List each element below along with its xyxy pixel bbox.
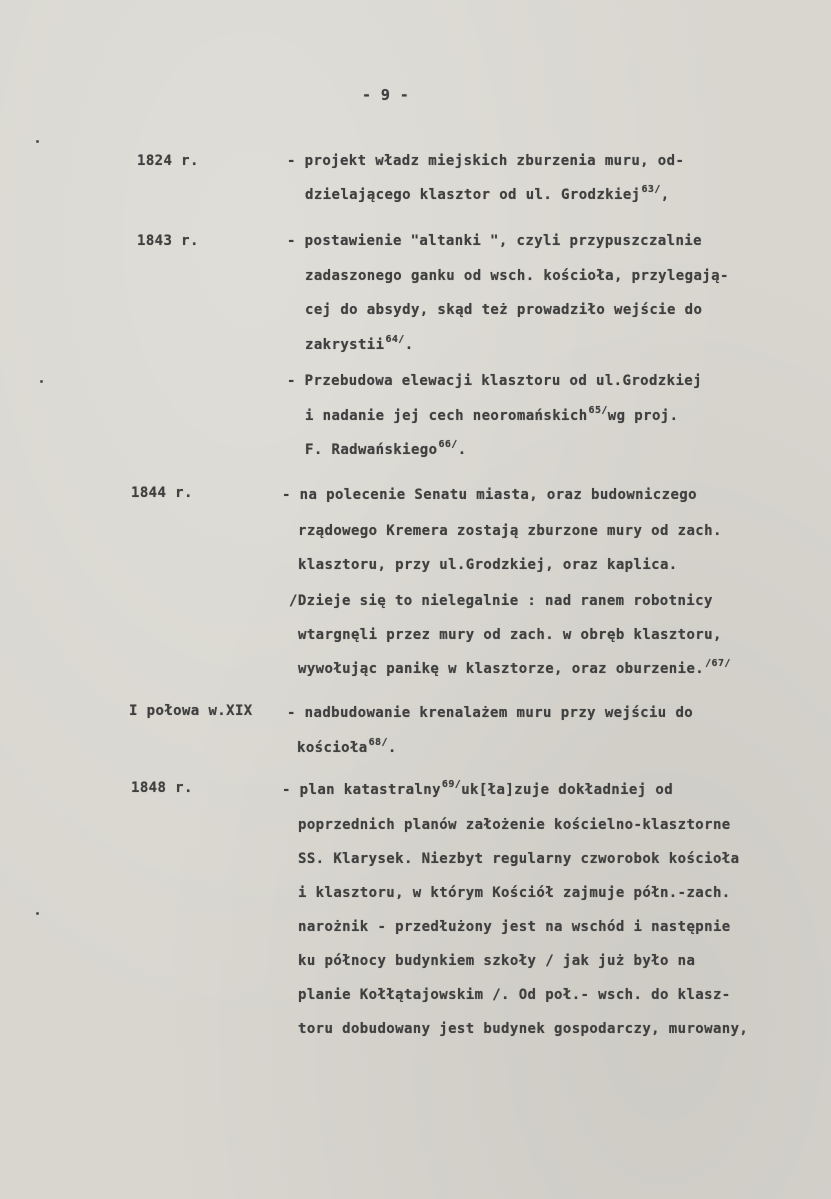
footnote-ref: 69/ [441, 779, 462, 790]
entry-line: dzielającego klasztor od ul. Grodzkiej$^{63/}$, [305, 184, 670, 203]
page-number: - 9 - [362, 86, 410, 104]
entry-line: poprzednich planów założenie kościelno-klasztorne [298, 817, 731, 833]
entry-line: klasztoru, przy ul.Grodzkiej, oraz kaplica. [298, 557, 678, 573]
entry-line: zakrystii$^{64/}$. [305, 334, 414, 353]
entry-line: ku północy budynkiem szkoły / jak już było na [298, 953, 696, 969]
entry-line: i nadanie jej cech neoromańskich$^{65/}$wg proj. [305, 405, 679, 424]
entry-line: kościoła$^{68/}$. [297, 737, 397, 756]
footnote-ref: 64/ [385, 334, 405, 345]
entry-line: - plan katastralny$^{69/}$uk[ła]zuje dokładniej od [282, 779, 674, 798]
entry-date: 1848 r. [131, 780, 193, 796]
entry-line: rządowego Kremera zostają zburzone mury od zach. [298, 523, 722, 539]
footnote-ref: 68/ [368, 737, 388, 748]
entry-date: 1844 r. [131, 485, 193, 501]
entry-line: toru dobudowany jest budynek gospodarczy, murowany, [298, 1021, 749, 1037]
paper-speck [40, 380, 43, 383]
entry-line: narożnik - przedłużony jest na wschód i następnie [298, 919, 731, 935]
footnote-ref: 63/ [641, 184, 661, 195]
entry-line: cej do absydy, skąd też prowadziło wejście do [305, 302, 703, 318]
entry-line: - Przebudowa elewacji klasztoru od ul.Grodzkiej [287, 373, 702, 389]
entry-line: - projekt władz miejskich zburzenia muru, od- [287, 153, 685, 169]
footnote-ref: 65/ [588, 405, 608, 416]
entry-line: - postawienie "altanki ", czyli przypuszczalnie [287, 233, 702, 249]
footnote-ref: /67/ [705, 658, 731, 669]
footnote-ref: 66/ [438, 439, 458, 450]
entry-date: 1843 r. [137, 233, 199, 249]
entry-date: I połowa w.XIX [129, 703, 253, 719]
entry-line: - na polecenie Senatu miasta, oraz budowniczego [282, 487, 697, 503]
paper-speck [36, 912, 39, 915]
entry-line: SS. Klarysek. Niezbyt regularny czworobok kościoła [298, 851, 740, 867]
entry-line: planie Kołłątajowskim /. Od poł.- wsch. do klasz- [298, 987, 731, 1003]
entry-date: 1824 r. [137, 153, 199, 169]
entry-line: wtargnęli przez mury od zach. w obręb klasztoru, [298, 627, 722, 643]
entry-line: zadaszonego ganku od wsch. kościoła, przylegają- [305, 268, 729, 284]
entry-line: i klasztoru, w którym Kościół zajmuje półn.-zach. [298, 885, 731, 901]
entry-line: - nadbudowanie krenalażem muru przy wejściu do [287, 705, 694, 721]
entry-line: /Dzieje się to nielegalnie : nad ranem robotnicy [289, 593, 713, 609]
paper-speck [36, 140, 39, 143]
entry-line: F. Radwańskiego$^{66/}$. [305, 439, 467, 458]
entry-line: wywołując panikę w klasztorze, oraz oburzenie.$^{/67/}$ [298, 658, 731, 677]
